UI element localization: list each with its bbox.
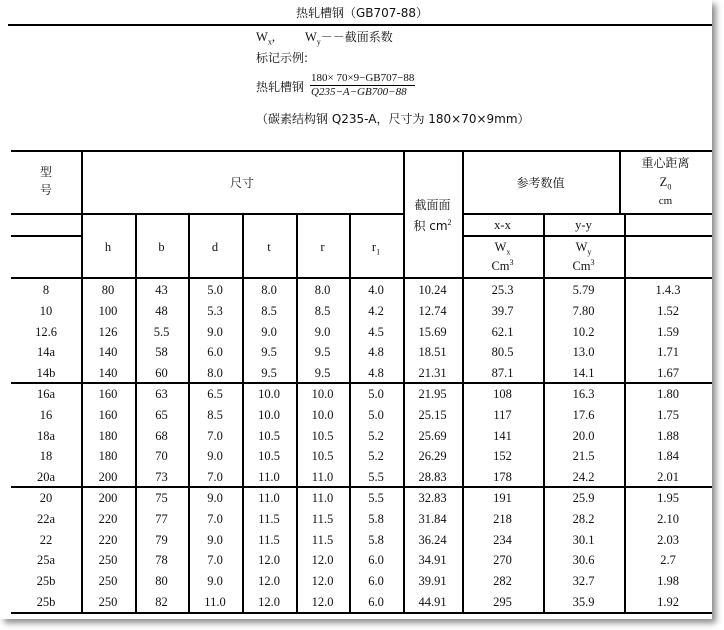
header-d: d [211, 240, 219, 254]
cell-wx: 191 [493, 491, 512, 505]
header-wy [543, 238, 624, 276]
header-r1-subscript: 1 [376, 247, 381, 257]
cell-h: 180 [98, 428, 118, 443]
header-h: h [104, 240, 112, 254]
header-wy-symbol: W [575, 240, 588, 254]
header-wx-subscript: x [506, 247, 511, 257]
cell-wy: 16.3 [572, 387, 595, 401]
table-row [0, 592, 712, 613]
header-t: t [267, 240, 271, 254]
cell-wx: 295 [493, 595, 512, 609]
cell-r1: 5.2 [368, 449, 384, 464]
header-yy: y-y [575, 218, 592, 232]
cell-d: 8.0 [207, 366, 223, 381]
cell-r1: 6.0 [368, 553, 384, 568]
table-row [0, 405, 712, 426]
cell-model: 22 [39, 532, 53, 547]
cell-model: 25b [36, 595, 56, 609]
cell-area: 15.69 [418, 324, 447, 339]
header-dimensions: 尺寸 [229, 176, 254, 190]
cell-d: 9.0 [207, 532, 223, 547]
cell-model: 25a [36, 553, 56, 568]
legend-separator: , [271, 30, 275, 44]
wy-symbol: W [304, 30, 317, 44]
cell-model: 14a [36, 345, 56, 360]
cell-t: 9.0 [261, 324, 277, 339]
header-reference: 参考数值 [516, 176, 565, 190]
header-centroid-z: Z [659, 175, 668, 189]
header-wy-unit-superscript: 3 [590, 257, 595, 267]
cell-d: 5.0 [207, 283, 223, 297]
cell-area: 28.83 [418, 470, 447, 485]
header-wx [462, 238, 543, 276]
cell-h: 160 [98, 407, 118, 422]
cell-d: 7.0 [207, 428, 223, 443]
header-area-line2: 积 cm [413, 219, 448, 233]
cell-wx: 117 [493, 407, 512, 422]
example-numerator: 180× 70×9−GB707−88 [311, 72, 415, 84]
cell-z0: 1.71 [657, 345, 679, 360]
header-divider-left [11, 213, 403, 215]
header-b: b [158, 240, 165, 254]
cell-b: 63 [155, 387, 168, 401]
cell-area: 12.74 [418, 303, 447, 318]
cell-r1: 4.2 [368, 303, 384, 318]
cell-r1: 4.5 [368, 324, 384, 339]
cell-z0: 1.67 [657, 366, 679, 381]
cell-t: 8.0 [261, 283, 277, 297]
cell-d: 11.0 [204, 595, 226, 609]
header-wx-symbol: W [494, 240, 507, 254]
header-area-superscript: 2 [447, 217, 452, 227]
cell-wx: 218 [493, 511, 512, 526]
cell-r: 10.5 [311, 428, 334, 443]
document-title: 热轧槽钢（GB707-88） [295, 6, 429, 20]
title-rule [8, 24, 712, 26]
cell-z0: 1.88 [657, 428, 679, 443]
cell-z0: 1.98 [657, 574, 679, 589]
cell-z0: 2.01 [657, 470, 679, 485]
table-row [0, 342, 712, 363]
cell-wx: 25.3 [491, 283, 514, 297]
cell-b: 73 [155, 470, 168, 485]
table-row [0, 301, 712, 322]
cell-h: 100 [98, 303, 118, 318]
cell-area: 25.69 [418, 428, 447, 443]
cell-t: 12.0 [258, 595, 280, 609]
cell-r: 11.0 [311, 470, 334, 485]
cell-r: 8.0 [314, 283, 331, 297]
cell-r1: 5.8 [368, 532, 384, 547]
cell-area: 34.91 [418, 553, 447, 568]
cell-wy: 13.0 [572, 345, 595, 360]
table-row [0, 426, 712, 447]
cell-wx: 39.7 [491, 303, 514, 318]
table-row [0, 488, 712, 509]
cell-model: 20 [39, 491, 53, 505]
cell-z0: 1.52 [657, 303, 679, 318]
cell-z0: 1.4.3 [655, 283, 681, 297]
cell-wy: 24.2 [572, 470, 595, 485]
cell-t: 10.5 [258, 449, 280, 464]
cell-r: 10.0 [311, 387, 334, 401]
header-wy-subscript: y [587, 247, 592, 257]
model-subdivider [11, 235, 81, 237]
header-wx-unit-superscript: 3 [509, 257, 514, 267]
cell-wx: 234 [493, 532, 512, 547]
cell-b: 75 [155, 491, 168, 505]
cell-wy: 17.6 [572, 407, 595, 422]
cell-r: 9.5 [314, 366, 331, 381]
cell-h: 80 [101, 283, 115, 297]
cell-wy: 10.2 [572, 324, 595, 339]
cell-wy: 25.9 [572, 491, 595, 505]
cell-r1: 5.0 [368, 387, 384, 401]
cell-r: 9.0 [314, 324, 331, 339]
cell-b: 68 [155, 428, 168, 443]
cell-z0: 1.75 [657, 407, 679, 422]
cell-h: 140 [98, 366, 118, 381]
cell-model: 16a [36, 387, 56, 401]
table-row [0, 363, 712, 384]
example-fraction [310, 72, 415, 99]
cell-wy: 20.0 [572, 428, 595, 443]
table-row [0, 322, 712, 343]
cell-d: 6.5 [207, 387, 223, 401]
cell-t: 9.5 [261, 366, 277, 381]
cell-d: 5.3 [207, 303, 223, 318]
header-centroid-unit: cm [658, 195, 673, 207]
wx-subscript: x [267, 37, 272, 47]
wy-subscript: y [316, 37, 321, 47]
cell-area: 25.15 [418, 407, 447, 422]
cell-b: 58 [155, 345, 168, 360]
cell-d: 8.5 [207, 407, 223, 422]
cell-wy: 35.9 [572, 595, 595, 609]
cell-z0: 2.03 [657, 532, 679, 547]
cell-z0: 1.84 [657, 449, 679, 464]
cell-z0: 1.95 [657, 491, 679, 505]
cell-area: 36.24 [418, 532, 447, 547]
cell-area: 21.95 [418, 387, 447, 401]
header-r1 [349, 240, 403, 257]
example-prefix: 热轧槽钢 [256, 80, 305, 94]
cell-wy: 14.1 [572, 366, 595, 381]
cell-wy: 28.2 [572, 511, 595, 526]
cell-area: 39.91 [418, 574, 447, 589]
cell-t: 9.5 [261, 345, 277, 360]
cell-area: 10.24 [418, 283, 447, 297]
cell-t: 8.5 [261, 303, 277, 318]
cell-d: 9.0 [207, 491, 223, 505]
cell-t: 11.0 [258, 470, 280, 485]
cell-r: 8.5 [314, 303, 331, 318]
cell-d: 7.0 [207, 553, 223, 568]
cell-z0: 2.10 [657, 511, 679, 526]
cell-b: 80 [155, 574, 168, 589]
cell-t: 12.0 [258, 553, 280, 568]
legend-line [256, 30, 393, 47]
cell-r: 12.0 [311, 574, 334, 589]
cell-wy: 21.5 [572, 449, 595, 464]
cell-area: 44.91 [418, 595, 447, 609]
cell-r1: 5.8 [368, 511, 384, 526]
table-row [0, 571, 712, 592]
example-denominator: Q235−A−GB700−88 [311, 86, 407, 98]
cell-wy: 30.6 [572, 553, 595, 568]
cell-r1: 6.0 [368, 574, 384, 589]
cell-r: 11.5 [311, 532, 334, 547]
header-model-line2: 号 [39, 183, 52, 197]
cell-area: 18.51 [418, 345, 447, 360]
header-centroid [619, 154, 712, 211]
cell-wx: 152 [493, 449, 512, 464]
cell-model: 25b [36, 574, 56, 589]
cell-b: 78 [155, 553, 168, 568]
cell-d: 9.0 [207, 574, 223, 589]
header-r: r [320, 240, 325, 254]
table-row [0, 530, 712, 551]
header-model [11, 163, 81, 199]
cell-r1: 6.0 [368, 595, 384, 609]
cell-h: 220 [98, 532, 118, 547]
cell-model: 16 [39, 407, 53, 422]
header-xx: x-x [494, 218, 511, 232]
cell-h: 250 [98, 574, 118, 589]
cell-b: 77 [155, 511, 168, 526]
cell-d: 6.0 [207, 345, 223, 360]
cell-d: 7.0 [207, 470, 223, 485]
table-row [0, 467, 712, 488]
cell-r1: 5.0 [368, 407, 384, 422]
reference-subdivider [462, 235, 712, 237]
cell-z0: 1.80 [657, 387, 679, 401]
cell-r: 10.0 [311, 407, 334, 422]
cell-wx: 178 [493, 470, 512, 485]
cell-b: 70 [155, 449, 168, 464]
cell-h: 250 [98, 553, 118, 568]
cell-r1: 4.8 [368, 345, 384, 360]
cell-wy: 30.1 [572, 532, 595, 547]
cell-t: 10.5 [258, 428, 280, 443]
cell-wx: 80.5 [491, 345, 514, 360]
cell-z0: 2.7 [660, 553, 676, 568]
cell-z0: 1.92 [657, 595, 679, 609]
cell-r1: 5.2 [368, 428, 384, 443]
cell-r: 12.0 [311, 553, 334, 568]
cell-b: 79 [155, 532, 168, 547]
cell-wy: 5.79 [572, 283, 595, 297]
cell-wx: 87.1 [491, 366, 514, 381]
cell-r1: 5.5 [368, 491, 384, 505]
cell-h: 160 [98, 387, 118, 401]
cell-model: 18a [36, 428, 56, 443]
cell-d: 9.0 [207, 324, 223, 339]
cell-area: 32.83 [418, 491, 447, 505]
cell-area: 21.31 [418, 366, 447, 381]
cell-model: 10 [39, 303, 53, 318]
cell-b: 65 [155, 407, 168, 422]
cell-r: 9.5 [314, 345, 331, 360]
table-row [0, 384, 712, 405]
header-centroid-z-subscript: 0 [667, 182, 672, 192]
header-wx-unit: Cm [491, 259, 510, 273]
cell-t: 10.0 [258, 407, 280, 422]
cell-h: 140 [98, 345, 118, 360]
cell-model: 8 [42, 283, 50, 297]
header-area [403, 195, 462, 237]
legend-description: －－截面系数 [320, 30, 393, 44]
cell-wx: 108 [493, 387, 512, 401]
cell-r1: 4.0 [368, 283, 384, 297]
header-centroid-line1: 重心距离 [641, 156, 690, 170]
cell-r: 12.0 [311, 595, 334, 609]
cell-h: 250 [98, 595, 118, 609]
cell-t: 11.5 [258, 532, 280, 547]
cell-d: 7.0 [207, 511, 223, 526]
cell-h: 180 [98, 449, 118, 464]
header-wy-unit: Cm [572, 259, 591, 273]
cell-b: 5.5 [153, 324, 170, 339]
cell-r: 10.5 [311, 449, 334, 464]
cell-h: 200 [98, 470, 118, 485]
cell-area: 26.29 [418, 449, 447, 464]
cell-t: 11.5 [258, 511, 280, 526]
cell-r: 11.5 [311, 511, 334, 526]
table-top-border [11, 150, 712, 152]
cell-b: 60 [155, 366, 168, 381]
header-bottom-border [11, 277, 712, 279]
cell-t: 10.0 [258, 387, 280, 401]
cell-z0: 1.59 [657, 324, 679, 339]
cell-wx: 141 [493, 428, 512, 443]
cell-model: 20a [36, 470, 56, 485]
cell-t: 12.0 [258, 574, 280, 589]
cell-wy: 7.80 [572, 303, 595, 318]
table-row [0, 509, 712, 530]
cell-b: 48 [155, 303, 168, 318]
cell-r1: 4.8 [368, 366, 384, 381]
table-row [0, 550, 712, 571]
cell-b: 43 [155, 283, 168, 297]
cell-wx: 282 [493, 574, 512, 589]
cell-model: 12.6 [35, 324, 57, 339]
header-r1-base: r [371, 240, 377, 254]
cell-h: 200 [98, 491, 118, 505]
cell-h: 126 [98, 324, 118, 339]
example-note: （碳素结构钢 Q235-A，尺寸为 180×70×9mm） [256, 112, 530, 126]
cell-model: 18 [39, 449, 53, 464]
cell-wx: 62.1 [491, 324, 514, 339]
header-model-line1: 型 [39, 165, 52, 179]
cell-area: 31.84 [418, 511, 447, 526]
cell-t: 11.0 [258, 491, 280, 505]
cell-model: 14b [36, 366, 56, 381]
cell-d: 9.0 [207, 449, 223, 464]
cell-wy: 32.7 [572, 574, 595, 589]
header-area-line1: 截面面 [414, 198, 451, 212]
cell-r1: 5.5 [368, 470, 384, 485]
cell-model: 22a [36, 511, 56, 526]
cell-h: 220 [98, 511, 118, 526]
cell-b: 82 [155, 595, 168, 609]
example-label: 标记示例: [256, 51, 309, 65]
header-divider-right [462, 213, 712, 215]
cell-wx: 270 [493, 553, 512, 568]
cell-r: 11.0 [311, 491, 334, 505]
table-row [0, 280, 712, 301]
table-row [0, 446, 712, 467]
wx-symbol: W [256, 30, 268, 44]
